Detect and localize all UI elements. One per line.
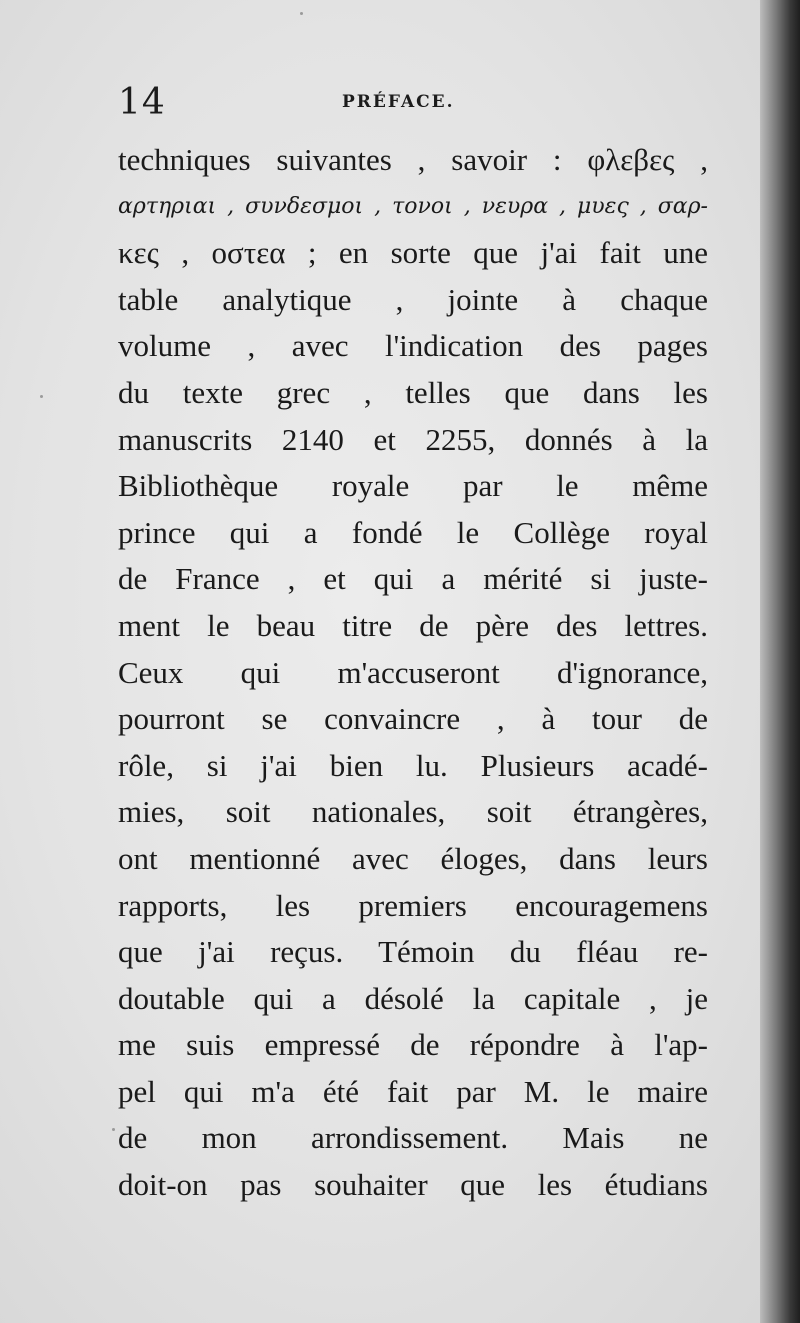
text-line: Bibliothèque royale par le même <box>118 468 708 504</box>
text-line: rapports, les premiers encouragemens <box>118 887 708 923</box>
text-line: ont mentionné avec éloges, dans leurs <box>118 840 708 876</box>
text-line: doit-on pas souhaiter que les étudians <box>118 1167 708 1203</box>
text-line: de France , et qui a mérité si juste- <box>118 561 708 597</box>
text-line: ment le beau titre de père des lettres. <box>118 607 708 643</box>
text-line: volume , avec l'indication des pages <box>118 328 708 364</box>
text-line: pel qui m'a été fait par M. le maire <box>118 1073 708 1109</box>
paper-speck <box>300 12 303 15</box>
text-line: manuscrits 2140 et 2255, donnés à la <box>118 421 708 457</box>
text-line: techniques suivantes , savoir : φλεβες , <box>118 142 708 177</box>
text-line: Ceux qui m'accuseront d'ignorance, <box>118 654 708 690</box>
text-line: κες , οστεα ; en sorte que j'ai fait une <box>118 235 708 271</box>
text-line: me suis empressé de répondre à l'ap- <box>118 1027 708 1063</box>
text-line: αρτηριαι , συνδεσμοι , τονοι , νευρα , μυες , σαρ- <box>118 193 708 219</box>
text-line: mies, soit nationales, soit étrangères, <box>118 794 708 830</box>
text-line: prince qui a fondé le Collège royal <box>118 514 708 550</box>
page-header <box>118 82 708 132</box>
text-line: table analytique , jointe à chaque <box>118 281 708 317</box>
text-line: doutable qui a désolé la capitale , je <box>118 980 708 1016</box>
paper-speck <box>40 395 43 398</box>
text-line: rôle, si j'ai bien lu. Plusieurs acadé- <box>118 747 708 783</box>
running-head: PRÉFACE. <box>342 92 455 112</box>
page-number: 14 <box>118 82 166 123</box>
text-line: de mon arrondissement. Mais ne <box>118 1120 708 1156</box>
page-edge-shadow <box>760 0 800 1323</box>
body-text <box>118 137 708 1209</box>
text-line: du texte grec , telles que dans les <box>118 374 708 410</box>
text-line: pourront se convaincre , à tour de <box>118 701 708 737</box>
text-line: que j'ai reçus. Témoin du fléau re- <box>118 934 708 970</box>
paper-speck <box>112 1128 115 1131</box>
